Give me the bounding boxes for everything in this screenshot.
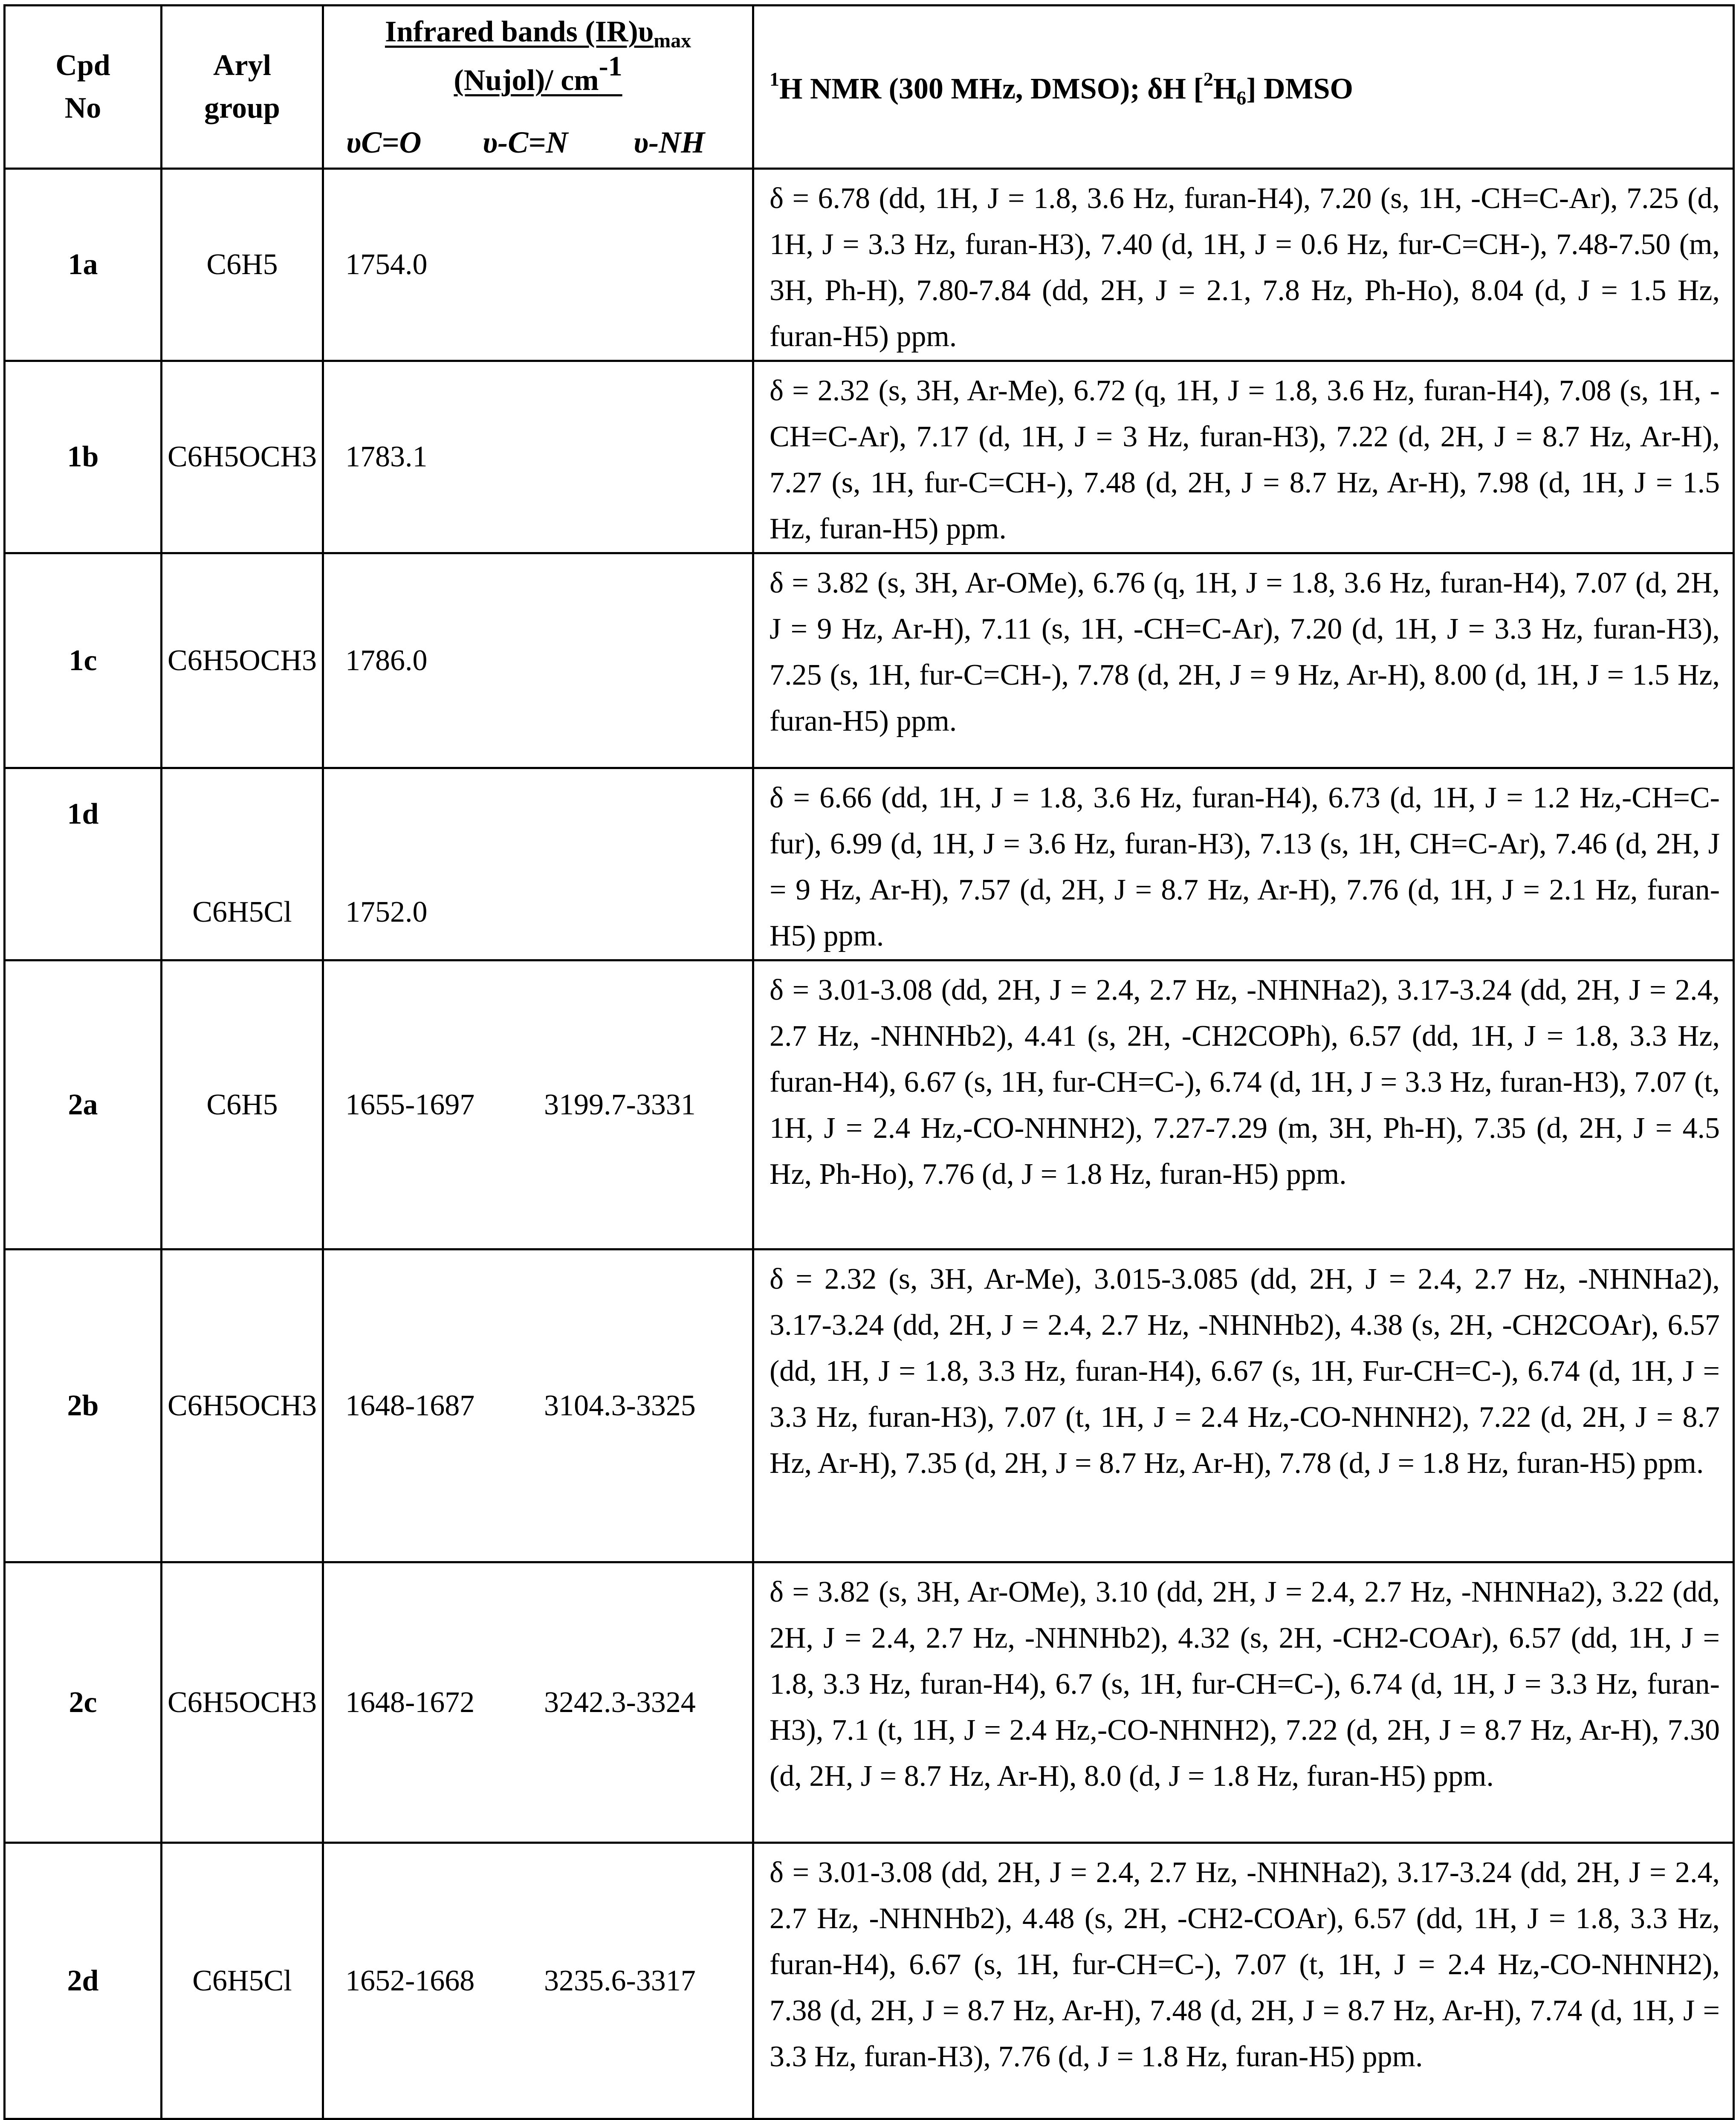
aryl-group: C6H5OCH3	[162, 1249, 323, 1562]
aryl-group: C6H5OCH3	[162, 553, 323, 768]
cpd-number: 1b	[5, 361, 162, 553]
aryl-group: C6H5Cl	[162, 1843, 323, 2119]
spectral-data-table	[3, 4, 1735, 2120]
ir-co-value: 1783.1	[345, 440, 428, 473]
ir-co-value: 1786.0	[345, 644, 428, 677]
ir-values	[323, 1249, 753, 1562]
ir-values	[323, 169, 753, 361]
nmr-data	[753, 1843, 1734, 2119]
ir-co-value: 1752.0	[345, 896, 428, 928]
ir-values	[323, 960, 753, 1249]
ir-values	[323, 1843, 753, 2119]
cpd-number: 1c	[5, 553, 162, 768]
table-row	[5, 361, 1734, 553]
nmr-text: δ = 3.01-3.08 (dd, 2H, J = 2.4, 2.7 Hz, -NHNHa2), 3.17-3.24 (dd, 2H, J = 2.4, 2.7 Hz, -NHNHb2), 4.41 (s, 2H, -CH2COPh), 6.57 (dd, 1H, J = 1.8, 3.3 Hz, furan-H4), 6.67 (s, 1H, fur-CH=C-), 6.74 (d, 1H, J = 3.3 Hz, furan-H3), 7.07 (t, 1H, J = 2.4 Hz,-CO-NHNH2), 7.27-7.29 (m, 3H, Ph-H), 7.35 (d, 2H, J = 4.5 Hz, Ph-Ho), 7.76 (d, J = 1.8 Hz, furan-H5) ppm.	[770, 974, 1720, 1191]
ir-co-value: 1655-1697	[345, 1088, 475, 1121]
aryl-group: C6H5Cl	[162, 768, 323, 960]
table-row	[5, 1562, 1734, 1843]
table-row	[5, 553, 1734, 768]
ir-co-value: 1648-1672	[345, 1686, 475, 1719]
nmr-text: δ = 3.82 (s, 3H, Ar-OMe), 6.76 (q, 1H, J = 1.8, 3.6 Hz, furan-H4), 7.07 (d, 2H, J = 9 Hz, Ar-H), 7.11 (s, 1H, -CH=C-Ar), 7.20 (d, 1H, J = 3.3 Hz, furan-H3), 7.25 (s, 1H, fur-C=CH-), 7.78 (d, 2H, J = 9 Hz, Ar-H), 8.00 (d, 1H, J = 1.5 Hz, furan-H5) ppm.	[770, 567, 1720, 738]
header-aryl-group: Aryl group	[162, 6, 323, 169]
ir-title: Infrared bands $(IR)\upsilon_{max}$	[385, 15, 692, 52]
nmr-data	[753, 169, 1734, 361]
ir-units: (Nujol)/ cm-1	[454, 51, 622, 97]
header-nmr: $^1$H NMR (300 MHz, DMSO); δH $[^2H_6]$ DMSO	[753, 6, 1734, 169]
table-row	[5, 768, 1734, 960]
nmr-text: δ = 6.66 (dd, 1H, J = 1.8, 3.6 Hz, furan-H4), 6.73 (d, 1H, J = 1.2 Hz,-CH=C-fur), 6.99 (d, 1H, J = 3.6 Hz, furan-H3), 7.13 (s, 1H, CH=C-Ar), 7.46 (d, 2H, J = 9 Hz, Ar-H), 7.57 (d, 2H, J = 8.7 Hz, Ar-H), 7.76 (d, 1H, J = 2.1 Hz, furan-H5) ppm.	[770, 781, 1720, 952]
ir-nh-label: υ-NH	[634, 125, 705, 159]
header-ir-bands	[323, 6, 753, 169]
aryl-group: C6H5	[162, 169, 323, 361]
ir-values	[323, 553, 753, 768]
header-row	[5, 6, 1734, 169]
nmr-data	[753, 361, 1734, 553]
ir-co-value: 1754.0	[345, 248, 428, 281]
table-row	[5, 1249, 1734, 1562]
ir-nh-value: 3242.3-3324	[544, 1686, 696, 1719]
header-cpd-no: Cpd No	[5, 6, 162, 169]
nmr-data	[753, 553, 1734, 768]
cpd-number: 1a	[5, 169, 162, 361]
nmr-data	[753, 1249, 1734, 1562]
table-row	[5, 169, 1734, 361]
ir-nh-value: 3104.3-3325	[544, 1389, 696, 1422]
nmr-text: δ = 2.32 (s, 3H, Ar-Me), 6.72 (q, 1H, J = 1.8, 3.6 Hz, furan-H4), 7.08 (s, 1H, -CH=C-Ar), 7.17 (d, 1H, J = 3 Hz, furan-H3), 7.22 (d, 2H, J = 8.7 Hz, Ar-H), 7.27 (s, 1H, fur-C=CH-), 7.48 (d, 2H, J = 8.7 Hz, Ar-H), 7.98 (d, 1H, J = 1.5 Hz, furan-H5) ppm.	[770, 374, 1720, 545]
cpd-number: 2d	[5, 1843, 162, 2119]
nmr-data	[753, 960, 1734, 1249]
ir-co-value: 1652-1668	[345, 1964, 475, 1997]
nmr-data	[753, 1562, 1734, 1843]
ir-values	[323, 1562, 753, 1843]
ir-co-value: 1648-1687	[345, 1389, 475, 1422]
table-row	[5, 960, 1734, 1249]
ir-nh-value: 3235.6-3317	[544, 1964, 696, 1997]
nmr-text: δ = 2.32 (s, 3H, Ar-Me), 3.015-3.085 (dd, 2H, J = 2.4, 2.7 Hz, -NHNHa2), 3.17-3.24 (dd, 2H, J = 2.4, 2.7 Hz, -NHNHb2), 4.38 (s, 2H, -CH2COAr), 6.57 (dd, 1H, J = 1.8, 3.3 Hz, furan-H4), 6.67 (s, 1H, Fur-CH=C-), 6.74 (d, 1H, J = 3.3 Hz, furan-H3), 7.07 (t, 1H, J = 2.4 Hz,-CO-NHNH2), 7.22 (d, 2H, J = 8.7 Hz, Ar-H), 7.35 (d, 2H, J = 8.7 Hz, Ar-H), 7.78 (d, J = 1.8 Hz, furan-H5) ppm.	[770, 1263, 1720, 1480]
ir-cn-label: υ-C=N	[483, 125, 568, 159]
ir-nh-value: 3199.7-3331	[544, 1088, 696, 1121]
nmr-text: δ = 6.78 (dd, 1H, J = 1.8, 3.6 Hz, furan-H4), 7.20 (s, 1H, -CH=C-Ar), 7.25 (d, 1H, J = 3.3 Hz, furan-H3), 7.40 (d, 1H, J = 0.6 Hz, fur-C=CH-), 7.48-7.50 (m, 3H, Ph-H), 7.80-7.84 (dd, 2H, J = 2.1, 7.8 Hz, Ph-Ho), 8.04 (d, J = 1.5 Hz, furan-H5) ppm.	[770, 182, 1720, 353]
table-row	[5, 1843, 1734, 2119]
cpd-number: 2c	[5, 1562, 162, 1843]
nmr-text: δ = 3.82 (s, 3H, Ar-OMe), 3.10 (dd, 2H, J = 2.4, 2.7 Hz, -NHNHa2), 3.22 (dd, 2H, J = 2.4, 2.7 Hz, -NHNHb2), 4.32 (s, 2H, -CH2-COAr), 6.57 (dd, 1H, J = 1.8, 3.3 Hz, furan-H4), 6.7 (s, 1H, fur-CH=C-), 6.74 (d, 1H, J = 3.3 Hz, furan-H3), 7.1 (t, 1H, J = 2.4 Hz,-CO-NHNH2), 7.22 (d, 2H, J = 8.7 Hz, Ar-H), 7.30 (d, 2H, J = 8.7 Hz, Ar-H), 8.0 (d, J = 1.8 Hz, furan-H5) ppm.	[770, 1576, 1720, 1793]
aryl-group: C6H5	[162, 960, 323, 1249]
ir-values	[323, 361, 753, 553]
nmr-data	[753, 768, 1734, 960]
aryl-group: C6H5OCH3	[162, 1562, 323, 1843]
nmr-text: δ = 3.01-3.08 (dd, 2H, J = 2.4, 2.7 Hz, -NHNHa2), 3.17-3.24 (dd, 2H, J = 2.4, 2.7 Hz, -NHNHb2), 4.48 (s, 2H, -CH2-COAr), 6.57 (dd, 1H, J = 1.8, 3.3 Hz, furan-H4), 6.67 (s, 1H, fur-CH=C-), 7.07 (t, 1H, J = 2.4 Hz,-CO-NHNH2), 7.38 (d, 2H, J = 8.7 Hz, Ar-H), 7.48 (d, 2H, J = 8.7 Hz, Ar-H), 7.74 (d, 1H, J = 3.3 Hz, furan-H3), 7.76 (d, J = 1.8 Hz, furan-H5) ppm.	[770, 1856, 1720, 2073]
cpd-number: 1d	[5, 768, 162, 960]
cpd-number: 2b	[5, 1249, 162, 1562]
ir-values	[323, 768, 753, 960]
aryl-group: C6H5OCH3	[162, 361, 323, 553]
cpd-number: 2a	[5, 960, 162, 1249]
ir-co-label: υC=O	[346, 125, 422, 159]
